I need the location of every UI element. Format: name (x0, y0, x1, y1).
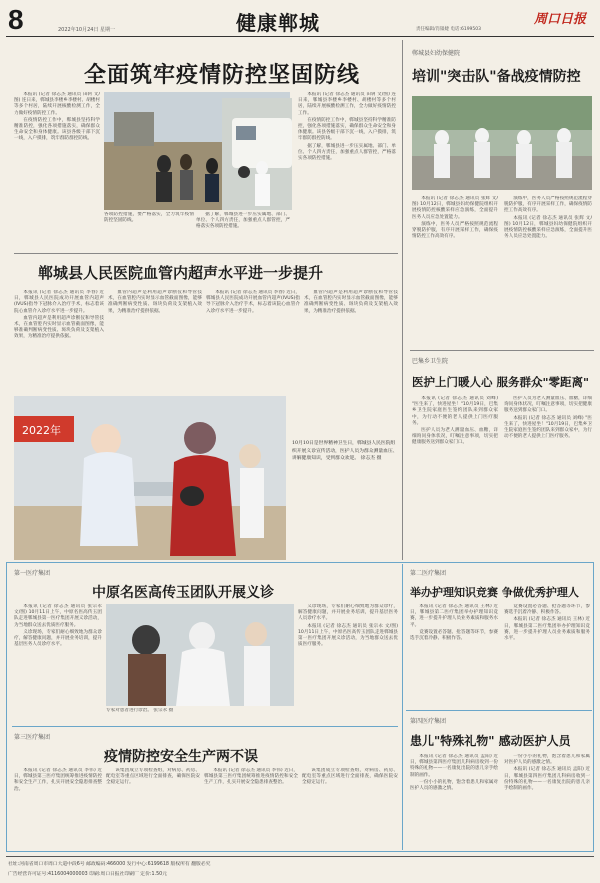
fuyou-paragraph: 演练中，医务人员严格按照规范流程穿脱防护服，有序开展采样工作，确保疫情防控工作高效有序。 (504, 196, 592, 214)
siyi-body (410, 754, 498, 848)
hospital-paragraph: 血管内超声是利用超声诊断仪和导管技术，在血管腔内实时显示血管截面图像，能够准确判断病变性质、斑块负荷及支架植入效果，为精准治疗提供依据。 (304, 290, 398, 314)
fuyou-body (412, 196, 498, 346)
siyi-kicker: 第四医疗集团 (410, 718, 447, 725)
yiyi-body-col3 (298, 604, 398, 722)
hospital-paragraph: 本报讯 (记者 徐志杰 通讯员 李春) 近日，郸城县人民医院成功开展血管内超声(IVUS)指导下冠脉介入治疗手术，标志着该院心血管介入诊疗水平进一步提升。 (206, 290, 300, 314)
lead-paragraph: 据了解，郸城县进一步压实属地、部门、单位、个人四方责任，加强重点人群管控，严格落实各项防控措施。 (298, 143, 396, 162)
eryi-paragraph: 本报讯 (记者 徐志杰 通讯员 王林) 近日，郸城县第二医疗集团举办护理知识竞赛，进一步提升护理人员业务素质和服务水平。 (504, 617, 590, 642)
section-rule (14, 253, 398, 254)
siyi-headline: 患儿"特殊礼物" 感动医护人员 (410, 734, 571, 748)
lead-caption: 各项防控措施，要严格落实，全力筑牢疫情防控坚固防线。 (104, 212, 194, 224)
masthead-rule (6, 36, 594, 37)
sanyi-body (14, 768, 102, 848)
lead-headline: 全面筑牢疫情防控坚固防线 (84, 62, 361, 88)
bottom-divider (402, 564, 403, 850)
eryi-body (410, 604, 498, 708)
yiyi-body (14, 604, 102, 722)
fuyou-paragraph: 本报讯 (记者 徐志杰 通讯员 张辉 文/图) 10月12日，郸城县妇幼保健院组织开展疫情防控核酸采样应急演练，全面提升医务人员应急处置能力。 (504, 215, 592, 240)
lead-body (14, 92, 100, 244)
yiyi-headline: 中原名医高传玉团队开展义诊 (92, 585, 274, 601)
sanyi-body-col2 (106, 768, 200, 848)
clinic-scene (14, 396, 286, 560)
editor-line: 责任编辑/肖韫婕 电话:6199503 (416, 27, 482, 32)
bajiu-body-col2 (504, 396, 592, 558)
training-scene (412, 96, 592, 190)
sanyi-body-col4 (302, 768, 398, 848)
section-rule (406, 710, 592, 711)
sanyi-headline: 疫情防控安全生产两不误 (104, 749, 258, 765)
bajiu-paragraph: 医护人员为老人测量血压、血糖，详细询问身体状况，叮嘱注意事项，切实把健康服务送到群众家门口。 (504, 396, 592, 414)
lead-paragraph: 在疫情防控工作中，郸城县坚持科学精准防控，强化各项措施落实，确保群众生命安全和身体健康。该县各级干部下沉一线，入户摸排，筑牢群防群控防线。 (298, 117, 396, 142)
bajiu-headline: 医护上门暖人心 服务群众"零距离" (412, 375, 589, 389)
fuyou-paragraph: 本报讯 (记者 徐志杰 通讯员 张辉 文/图) 10月12日，郸城县妇幼保健院组织开展疫情防控核酸采样应急演练，全面提升医务人员应急处置能力。 (412, 196, 498, 220)
siyi-body-col2 (504, 754, 590, 848)
yiyi-paragraph: 义诊现场，专家们耐心细致地为群众诊疗，解答健康问题，并开展业务培训，提升基层医务人员诊疗水平。 (298, 604, 398, 622)
yiyi-photo (106, 604, 294, 706)
hospital-body-col2 (108, 290, 202, 390)
fuyou-kicker: 郸城县妇幼保健院 (412, 50, 461, 57)
hospital-caption: 10月10日是世界精神卫生日，郸城县人民医院组织开展义诊宣传活动，医护人员为群众测量血压、讲解健康知识，受到群众欢迎。 徐志杰 摄 (292, 441, 398, 462)
eryi-paragraph: 竞赛设置必答题、抢答题等环节，参赛选手沉着冷静、积极作答。 (410, 629, 498, 642)
yiyi-paragraph: 义诊现场，专家们耐心细致地为群众诊疗，解答健康问题，并开展业务培训，提升基层医务人员诊疗水平。 (14, 629, 102, 648)
sanyi-kicker: 第三医疗集团 (14, 734, 51, 741)
footer-line-1: 社址:河南省周口市周口大道中段6号 邮政编码:466000 发行中心:6199618 版权所有 翻版必究 (8, 862, 211, 867)
fuyou-photo (412, 96, 592, 190)
footer-rule (6, 856, 594, 857)
siyi-paragraph: 一份小小的礼物，饱含着患儿和家属对医护人员的感激之情。 (410, 779, 498, 792)
footer-line-2: 广告经营许可证号:4116004000003 印刷:周口日报社印刷厂 定价:1.50元 (8, 872, 167, 877)
lead-body-col3 (196, 212, 290, 242)
yiyi-paragraph: 本报讯 (记者 徐志杰 通讯员 张宗永 文/图) 10月11日上午，中原名医高传玉团队走进郸城县第一医疗集团开展义诊活动，为当地群众送去优质医疗服务。 (298, 623, 398, 648)
bajiu-paragraph: 医护人员为老人测量血压、血糖，详细询问身体状况，叮嘱注意事项，切实把健康服务送到群众家门口。 (412, 428, 498, 446)
sanyi-body-col3 (204, 768, 298, 848)
section-rule (410, 350, 594, 351)
eryi-kicker: 第二医疗集团 (410, 570, 447, 577)
lead-paragraph: 在疫情防控工作中，郸城县坚持科学精准防控，强化各项措施落实，确保群众生命安全和身体健康。该县各级干部下沉一线，入户摸排，筑牢群防群控防线。 (14, 117, 100, 142)
yiyi-caption: 专家对患者进行诊治。 张宗永 摄 (106, 708, 174, 713)
sanyi-paragraph: 该集团成立专项检查组，对病房、药房、配电室等重点区域进行全面排查，确保医院安全稳定运行。 (106, 768, 200, 786)
eryi-paragraph: 本报讯 (记者 徐志杰 通讯员 王林) 近日，郸城县第二医疗集团举办护理知识竞赛，进一步提升护理人员业务素质和服务水平。 (410, 604, 498, 628)
section-title: 健康郸城 (236, 11, 320, 35)
lead-paragraph: 据了解，郸城县进一步压实属地、部门、单位、个人四方责任，加强重点人群管控，严格落实各项防控措施。 (196, 212, 290, 230)
section-rule (12, 726, 398, 727)
eryi-body-col2 (504, 604, 590, 708)
hospital-body-col3 (206, 290, 300, 390)
bajiu-body (412, 396, 498, 558)
sanyi-paragraph: 本报讯 (记者 徐志杰 通讯员 李伟) 近日，郸城县第三医疗集团统筹推进疫情防控和安全生产工作，扎实开展安全隐患排查整治。 (14, 768, 102, 792)
hospital-headline: 郸城县人民医院血管内超声水平进一步提升 (38, 264, 324, 282)
eryi-paragraph: 竞赛设置必答题、抢答题等环节，参赛选手沉着冷静、积极作答。 (504, 604, 590, 616)
siyi-paragraph: 本报讯 (记者 徐志杰 通讯员 孟阳) 近日，郸城县第四医疗集团儿科病房收到一份特殊的礼物——一名康复出院的患儿亲手绘制的画作。 (504, 767, 590, 792)
fuyou-paragraph: 演练中，医务人员严格按照规范流程穿脱防护服，有序开展采样工作，确保疫情防控工作高效有序。 (412, 221, 498, 240)
yiyi-paragraph: 本报讯 (记者 徐志杰 通讯员 张宗永 文/图) 10月11日上午，中原名医高传玉团队走进郸城县第一医疗集团开展义诊活动，为当地群众送去优质医疗服务。 (14, 604, 102, 628)
page-number: 8 (8, 4, 24, 35)
date-line: 2022年10月24日 星期一 (58, 27, 116, 33)
sanyi-paragraph: 本报讯 (记者 徐志杰 通讯员 李伟) 近日，郸城县第三医疗集团统筹推进疫情防控和安全生产工作，扎实开展安全隐患排查整治。 (204, 768, 298, 786)
newspaper-logo: 周口日报 (534, 12, 587, 27)
siyi-paragraph: 本报讯 (记者 徐志杰 通讯员 孟阳) 近日，郸城县第四医疗集团儿科病房收到一份特殊的礼物——一名康复出院的患儿亲手绘制的画作。 (410, 754, 498, 778)
fuyou-body-col2 (504, 196, 592, 346)
lead-photo-small (222, 98, 292, 210)
lead-body-col4 (298, 92, 396, 244)
svg-text:2022年: 2022年 (22, 424, 61, 437)
hospital-paragraph: 血管内超声是利用超声诊断仪和导管技术，在血管腔内实时显示血管截面图像，能够准确判断病变性质、斑块负荷及支架植入效果，为精准治疗提供依据。 (14, 315, 104, 340)
fuyou-headline: 培训"突击队"备战疫情防控 (412, 69, 581, 85)
masthead (0, 0, 600, 38)
lead-paragraph: 本报讯 (记者 徐志杰 通讯员 田轲 文/图) 连日来，郸城县李楼乡李楼村、胡楼村等多个村居，陆续开展核酸检测工作，全力做好疫情防控工作。 (298, 92, 396, 116)
eryi-headline: 举办护理知识竞赛 争做优秀护理人 (410, 586, 579, 599)
yiyi-kicker: 第一医疗集团 (14, 570, 51, 577)
siyi-paragraph: 一份小小的礼物，饱含着患儿和家属对医护人员的感激之情。 (504, 754, 590, 766)
van-scene (222, 98, 292, 210)
bajiu-paragraph: 本报讯 (记者 徐志杰 通讯员 刘峰) "医生来了，快进屋坐！"10月19日，巴集乡卫生院家庭医生签约团队来到群众家中，为行动不便的老人提供上门医疗服务。 (504, 415, 592, 440)
hospital-photo (14, 396, 286, 560)
hospital-paragraph: 本报讯 (记者 徐志杰 通讯员 李春) 近日，郸城县人民医院成功开展血管内超声(IVUS)指导下冠脉介入治疗手术，标志着该院心血管介入诊疗水平进一步提升。 (14, 290, 104, 314)
hospital-body-col4 (304, 290, 398, 390)
hospital-body (14, 290, 104, 390)
bajiu-paragraph: 本报讯 (记者 徐志杰 通讯员 刘峰) "医生来了，快进屋坐！"10月19日，巴集乡卫生院家庭医生签约团队来到群众家中，为行动不便的老人提供上门医疗服务。 (412, 396, 498, 426)
lead-paragraph: 本报讯 (记者 徐志杰 通讯员 田轲 文/图) 连日来，郸城县李楼乡李楼村、胡楼村等多个村居，陆续开展核酸检测工作，全力做好疫情防控工作。 (14, 92, 100, 116)
sanyi-paragraph: 该集团成立专项检查组，对病房、药房、配电室等重点区域进行全面排查，确保医院安全稳定运行。 (302, 768, 398, 786)
column-divider (402, 40, 403, 560)
bajiu-kicker: 巴集乡卫生院 (412, 358, 449, 365)
consult-scene (106, 604, 294, 706)
hospital-paragraph: 血管内超声是利用超声诊断仪和导管技术，在血管腔内实时显示血管截面图像，能够准确判断病变性质、斑块负荷及支架植入效果，为精准治疗提供依据。 (108, 290, 202, 314)
